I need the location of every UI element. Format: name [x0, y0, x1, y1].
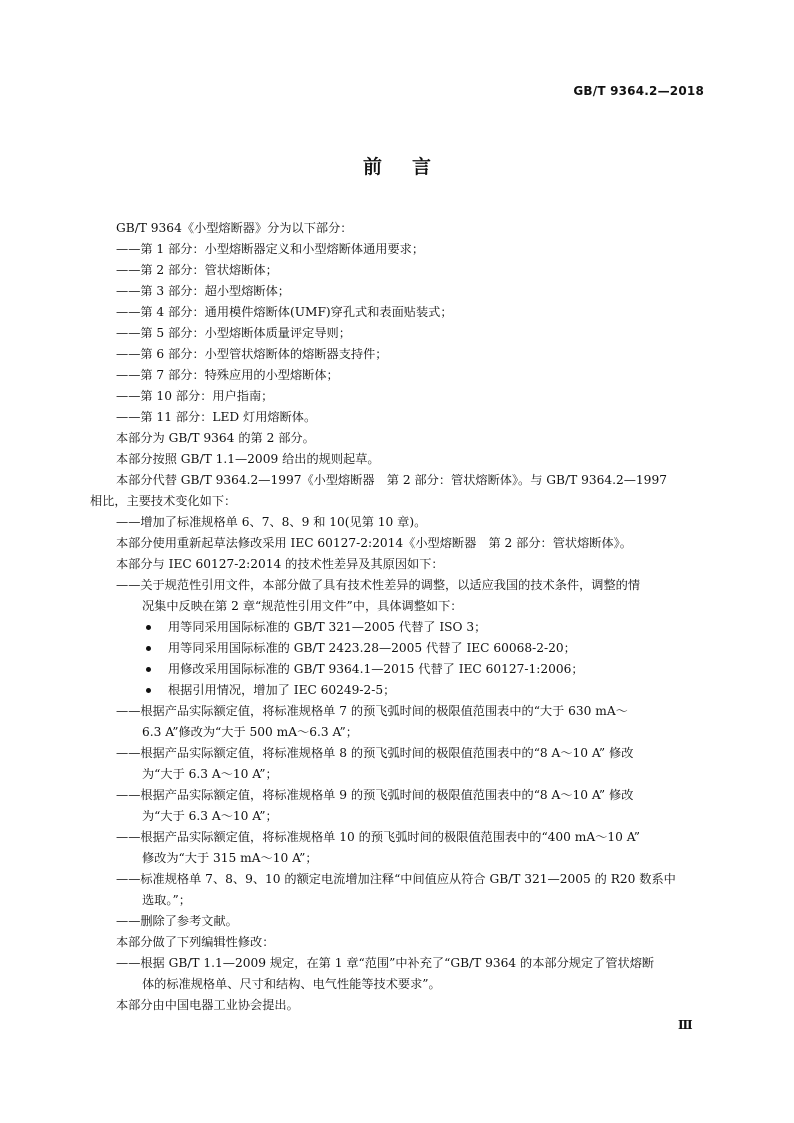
list-item: ——增加了标准规格单 6、7、8、9 和 10(见第 10 章)。	[116, 515, 427, 529]
list-item: ——关于规范性引用文件，本部分做了具有技术性差异的调整，以适应我国的技术条件，调整的情	[116, 578, 641, 592]
list-item: ——第 6 部分：小型管状熔断体的熔断器支持件；	[116, 347, 388, 361]
list-item: ——根据产品实际额定值，将标准规格单 9 的预飞弧时间的极限值范围表中的“8 A～10 A” 修改	[116, 788, 634, 802]
list-item: ——第 4 部分：通用模件熔断体(UMF)穿孔式和表面贴装式；	[116, 305, 453, 319]
bullet-item	[90, 680, 706, 701]
list-item-continuation: 选取。”；	[142, 893, 191, 907]
list-item-continuation: 为“大于 6.3 A～10 A”；	[142, 809, 278, 823]
paragraph-line: GB/T 9364《小型熔断器》分为以下部分：	[116, 221, 353, 235]
list-item: ——第 7 部分：特殊应用的小型熔断体；	[116, 368, 339, 382]
list-item-continuation: 为“大于 6.3 A～10 A”；	[142, 767, 278, 781]
list-item: ——第 1 部分：小型熔断器定义和小型熔断体通用要求；	[116, 242, 425, 256]
bullet-item	[90, 659, 706, 680]
list-item: ——根据产品实际额定值，将标准规格单 7 的预飞弧时间的极限值范围表中的“大于 630 mA～	[116, 704, 628, 718]
paragraph-line: 相比，主要技术变化如下：	[90, 494, 237, 508]
bullet-text: 用等同采用国际标准的 GB/T 321—2005 代替了 ISO 3；	[168, 620, 487, 634]
list-item: ——第 3 部分：超小型熔断体；	[116, 284, 290, 298]
bullet-dot-icon	[146, 688, 151, 693]
bullet-text: 根据引用情况，增加了 IEC 60249-2-5；	[168, 683, 396, 697]
bullet-item	[90, 638, 706, 659]
list-item: ——标准规格单 7、8、9、10 的额定电流增加注释“中间值应从符合 GB/T 321—2005 的 R20 数系中	[116, 872, 676, 886]
page-number: Ⅲ	[678, 1018, 693, 1032]
list-item-continuation: 体的标准规格单、尺寸和结构、电气性能等技术要求”。	[142, 977, 441, 991]
list-item: ——根据 GB/T 1.1—2009 规定，在第 1 章“范围”中补充了“GB/T 9364 的本部分规定了管状熔断	[116, 956, 655, 970]
list-item-continuation: 况集中反映在第 2 章“规范性引用文件”中，具体调整如下：	[142, 599, 463, 613]
paragraph-line: 本部分做了下列编辑性修改：	[116, 935, 275, 949]
bullet-text: 用修改采用国际标准的 GB/T 9364.1—2015 代替了 IEC 60127-1:2006；	[168, 662, 584, 676]
standard-number: GB/T 9364.2—2018	[573, 84, 704, 98]
paragraph-line: 本部分由中国电器工业协会提出。	[116, 998, 299, 1012]
list-item: ——第 2 部分：管状熔断体；	[116, 263, 278, 277]
bullet-dot-icon	[146, 646, 151, 651]
list-item-continuation: 6.3 A”修改为“大于 500 mA～6.3 A”；	[142, 725, 358, 739]
paragraph-line: 本部分使用重新起草法修改采用 IEC 60127-2:2014《小型熔断器 第 2 部分：管状熔断体》。	[116, 536, 632, 550]
page-title: 前言	[362, 156, 461, 178]
paragraph-line: 本部分为 GB/T 9364 的第 2 部分。	[116, 431, 315, 445]
list-item: ——第 10 部分：用户指南；	[116, 389, 274, 403]
list-item: ——根据产品实际额定值，将标准规格单 8 的预飞弧时间的极限值范围表中的“8 A～10 A” 修改	[116, 746, 634, 760]
list-item-continuation: 修改为“大于 315 mA～10 A”；	[142, 851, 318, 865]
foreword-body	[90, 218, 706, 1016]
paragraph-line: 本部分按照 GB/T 1.1—2009 给出的规则起草。	[116, 452, 380, 466]
list-item: ——第 5 部分：小型熔断体质量评定导则；	[116, 326, 351, 340]
bullet-dot-icon	[146, 625, 151, 630]
bullet-item	[90, 617, 706, 638]
list-item: ——删除了参考文献。	[116, 914, 238, 928]
bullet-dot-icon	[146, 667, 151, 672]
list-item: ——根据产品实际额定值，将标准规格单 10 的预飞弧时间的极限值范围表中的“400 mA～10 A”	[116, 830, 640, 844]
paragraph-line: 本部分代替 GB/T 9364.2—1997《小型熔断器 第 2 部分：管状熔断体》。与 GB/T 9364.2—1997	[116, 473, 667, 487]
paragraph-line: 本部分与 IEC 60127-2:2014 的技术性差异及其原因如下：	[116, 557, 444, 571]
list-item: ——第 11 部分：LED 灯用熔断体。	[116, 410, 317, 424]
bullet-text: 用等同采用国际标准的 GB/T 2423.28—2005 代替了 IEC 60068-2-20；	[168, 641, 576, 655]
